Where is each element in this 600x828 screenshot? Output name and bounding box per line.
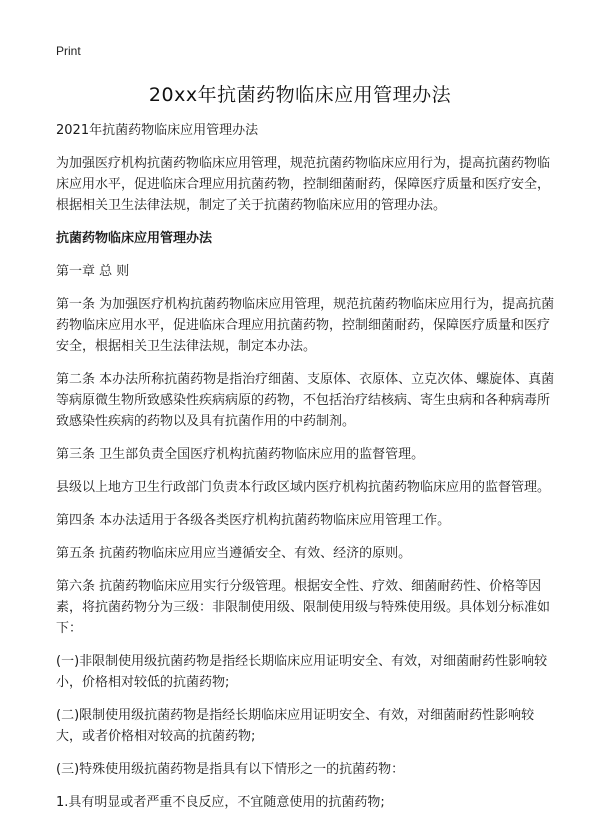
article-6: 第六条 抗菌药物临床应用实行分级管理。根据安全性、疗效、细菌耐药性、价格等因素，将抗菌药物分为三级：非限制使用级、限制使用级与特殊使用级。具体划分标准如下：: [56, 579, 551, 636]
intro-paragraph: 为加强医疗机构抗菌药物临床应用管理，规范抗菌药物临床应用行为，提高抗菌药物临床应用水平，促进临床合理应用抗菌药物，控制细菌耐药，保障医疗质量和医疗安全，根据相关卫生法律法规，制定了关于抗菌药物临床应用的管理办法。: [56, 156, 551, 213]
article-5: 第五条 抗菌药物临床应用应当遵循安全、有效、经济的原则。: [56, 546, 412, 561]
article-6-item-1: (一)非限制使用级抗菌药物是指经长期临床应用证明安全、有效，对细菌耐药性影响较小，价格相对较低的抗菌药物;: [56, 654, 548, 690]
print-link[interactable]: Print: [56, 44, 81, 58]
document-subtitle: 2021年抗菌药物临床应用管理办法: [56, 123, 259, 138]
article-1: 第一条 为加强医疗机构抗菌药物临床应用管理，规范抗菌药物临床应用行为，提高抗菌药物临床应用水平，促进临床合理应用抗菌药物，控制细菌耐药，保障医疗质量和医疗安全，根据相关卫生法律法规，制定本办法。: [56, 297, 555, 354]
article-6-item-3: (三)特殊使用级抗菌药物是指具有以下情形之一的抗菌药物：: [56, 762, 405, 777]
article-3: 第三条 卫生部负责全国医疗机构抗菌药物临床应用的监督管理。: [56, 447, 425, 462]
article-2: 第二条 本办法所称抗菌药物是指治疗细菌、支原体、衣原体、立克次体、螺旋体、真菌等病原微生物所致感染性疾病病原的药物，不包括治疗结核病、寄生虫病和各种病毒所致感染性疾病的药物以及具有抗菌作用的中药制剂。: [56, 372, 555, 429]
document-body: [56, 120, 558, 825]
section-heading: 抗菌药物临床应用管理办法: [56, 231, 213, 246]
document-title: 20xx年抗菌药物临床应用管理办法: [148, 84, 452, 106]
article-4: 第四条 本办法适用于各级各类医疗机构抗菌药物临床应用管理工作。: [56, 513, 451, 528]
chapter-heading: 第一章 总 则: [56, 264, 130, 279]
article-6-item-3-sub-1: 1.具有明显或者严重不良反应，不宜随意使用的抗菌药物;: [56, 795, 385, 810]
article-3-continued: 县级以上地方卫生行政部门负责本行政区域内医疗机构抗菌药物临床应用的监督管理。: [56, 480, 551, 495]
article-6-item-2: (二)限制使用级抗菌药物是指经长期临床应用证明安全、有效，对细菌耐药性影响较大，或者价格相对较高的抗菌药物;: [56, 708, 535, 744]
